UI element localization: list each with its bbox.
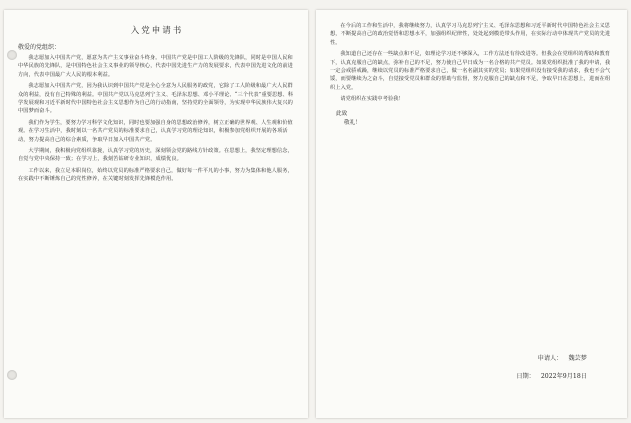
- binder-hole: [7, 50, 17, 60]
- binder-hole: [7, 370, 17, 380]
- paragraph: 在今后的工作和生活中，我将继续努力，认真学习马克思列宁主义、毛泽东思想和习近平新时代中国特色社会主义思想，不断提高自己的政治觉悟和思想水平，加强组织纪律性，处处起到模范带头作用，在实际行动中体现共产党员的先进性。: [330, 23, 611, 46]
- closing-line: 此致: [336, 110, 348, 117]
- paragraph: 我知道自己还存在一些缺点和不足，如理论学习还不够深入，工作方法还有待改进等。但我会在党组织的帮助和教育下，认真克服自己的缺点，弥补自己的不足，努力使自己早日成为一名合格的共产党员。如果党组织批准了我的申请，我一定会戒骄戒躁，继续以党员的标准严格要求自己，做一名名副其实的党员；如果党组织没有接受我的请求，我也不会气馁，而要继续为之奋斗，自觉接受党员和群众的帮助与监督，努力克服自己的缺点和不足，争取早日在思想上，进而在组织上入党。: [330, 51, 611, 91]
- date-label: 日期：: [516, 373, 535, 380]
- paragraph: 工作以来，我立足本职岗位，始终以党员的标准严格要求自己，做好每一件平凡的小事，努力为集体和他人服务，在实践中不断锤炼自己的党性修养，在关键时刻发挥先锋模范作用。: [18, 167, 293, 183]
- paragraph: 我志愿加入中国共产党，愿意为共产主义事业奋斗终身。中国共产党是中国工人阶级的先锋队，同时是中国人民和中华民族的先锋队，是中国特色社会主义事业的领导核心，代表中国先进生产力的发展要求，代表中国先进文化的前进方向，代表中国最广大人民的根本利益。: [18, 55, 293, 78]
- closing-salute: 敬礼！: [344, 119, 361, 126]
- salutation: 敬爱的党组织：: [18, 44, 61, 51]
- applicant-name: 魏芸梦: [568, 355, 587, 362]
- application-page-left: [4, 10, 308, 418]
- applicant-label: 申请人：: [537, 355, 563, 362]
- paragraph: 我志愿加入中国共产党，因为我认识到中国共产党是全心全意为人民服务的政党，它除了工人阶级和最广大人民群众的利益，没有自己特殊的利益。中国共产党以马克思列宁主义、毛泽东思想、邓小平理论、“三个代表”重要思想、科学发展观和习近平新时代中国特色社会主义思想作为自己的行动指南，坚持党的全面领导，为实现中华民族伟大复兴的中国梦而奋斗。: [18, 83, 294, 115]
- paragraph: 我们作为学生，要努力学习科学文化知识，同时也要加强自身的思想政治修养，树立正确的世界观、人生观和价值观。在学习生活中，我时刻以一名共产党员的标准要求自己，认真学习党的理论知识，积极参加党组织开展的各项活动，努力提高自己的综合素质，争取早日加入中国共产党。: [18, 119, 293, 143]
- application-page-right: [316, 10, 627, 418]
- paragraph: 请党组织在实践中考验我！: [340, 96, 404, 103]
- paragraph: 大学期间，我积极向党组织靠拢，认真学习党的历史，深刻领会党的路线方针政策。在思想上，我坚定理想信念，自觉与党中央保持一致；在学习上，我刻苦钻研专业知识，成绩优良。: [18, 148, 293, 163]
- date-value: 2022年9月18日: [540, 373, 587, 380]
- applicant-signature: [538, 353, 587, 362]
- application-date: [516, 371, 587, 380]
- document-title: 入党申请书: [130, 26, 184, 36]
